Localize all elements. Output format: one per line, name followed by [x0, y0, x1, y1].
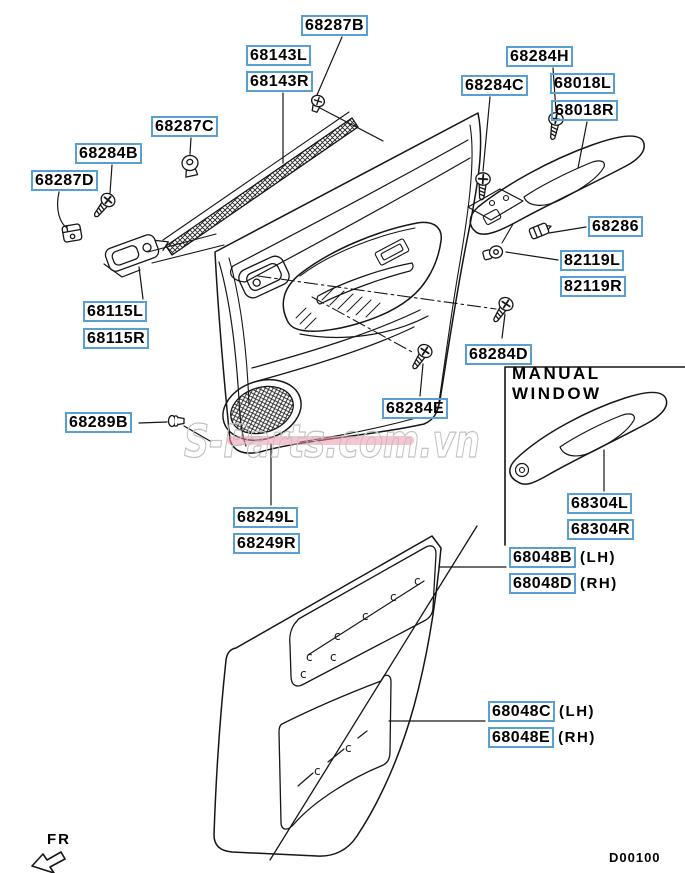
part-number[interactable]: 68304L	[567, 493, 632, 514]
part-label-68284D[interactable]	[465, 344, 532, 365]
inner-panel-art	[214, 526, 477, 860]
part-label-68286[interactable]	[588, 216, 643, 237]
part-label-68287B[interactable]	[301, 15, 368, 36]
part-number[interactable]: 82119L	[560, 250, 624, 271]
svg-text:c: c	[334, 629, 341, 643]
door-trim-panel-art	[215, 113, 496, 453]
part-label-68048C[interactable]	[488, 701, 595, 722]
part-number[interactable]: 68287D	[31, 170, 98, 191]
part-number[interactable]: 82119R	[560, 276, 626, 297]
part-number[interactable]: 68018R	[551, 100, 618, 121]
part-side-suffix: (RH)	[580, 575, 618, 592]
svg-text:c: c	[314, 764, 321, 778]
diagram-code: D00100	[609, 850, 661, 865]
part-number[interactable]: 68048D	[509, 573, 576, 594]
part-label-68249R[interactable]	[233, 533, 300, 554]
watermark-text: S-Parts.com.vn	[184, 415, 480, 468]
part-number[interactable]: 68284B	[75, 143, 142, 164]
part-number[interactable]: 68143L	[246, 45, 311, 66]
part-label-68115R[interactable]	[83, 328, 149, 349]
part-number[interactable]: 68249L	[233, 507, 298, 528]
part-number[interactable]: 68286	[588, 216, 643, 237]
part-label-68249L[interactable]	[233, 507, 298, 528]
part-side-suffix: (LH)	[559, 703, 596, 720]
part-label-68143L[interactable]	[246, 45, 311, 66]
part-label-82119R[interactable]	[560, 276, 626, 297]
part-number[interactable]: 68287B	[301, 15, 368, 36]
part-label-68143R[interactable]	[246, 71, 313, 92]
svg-text:c: c	[300, 667, 307, 681]
part-number[interactable]: 68143R	[246, 71, 313, 92]
part-label-68287C[interactable]	[151, 116, 218, 137]
svg-text:c: c	[330, 650, 337, 664]
part-number[interactable]: 68249R	[233, 533, 300, 554]
svg-text:c: c	[345, 741, 352, 755]
fr-arrow-icon	[32, 852, 65, 873]
part-number[interactable]: 68115R	[83, 328, 149, 349]
part-number[interactable]: 68289B	[65, 412, 132, 433]
watermark-group	[184, 415, 480, 468]
part-number[interactable]: 68048E	[488, 727, 554, 748]
part-label-68284H[interactable]	[506, 46, 573, 67]
part-side-suffix: (RH)	[558, 729, 596, 746]
svg-text:c: c	[306, 650, 313, 664]
part-number[interactable]: 68304R	[567, 519, 634, 540]
part-number[interactable]: 68284E	[382, 398, 448, 419]
part-side-suffix: (LH)	[580, 549, 617, 566]
part-label-68304L[interactable]	[567, 493, 632, 514]
part-number[interactable]: 68018L	[550, 73, 615, 94]
part-label-68048D[interactable]	[509, 573, 618, 594]
part-number[interactable]: 68115L	[83, 301, 147, 322]
part-label-68018L[interactable]	[550, 73, 615, 94]
part-label-68018R[interactable]	[551, 100, 618, 121]
part-label-68115L[interactable]	[83, 301, 147, 322]
svg-text:c: c	[362, 609, 369, 623]
part-label-68284B[interactable]	[75, 143, 142, 164]
part-label-68048B[interactable]	[509, 547, 616, 568]
part-label-68289B[interactable]	[65, 412, 132, 433]
part-label-68048E[interactable]	[488, 727, 596, 748]
part-number[interactable]: 68048C	[488, 701, 555, 722]
part-number[interactable]: 68284C	[461, 75, 528, 96]
svg-text:c: c	[414, 574, 421, 588]
part-number[interactable]: 68284H	[506, 46, 573, 67]
part-label-68287D[interactable]	[31, 170, 98, 191]
part-number[interactable]: 68048B	[509, 547, 576, 568]
part-label-82119L[interactable]	[560, 250, 624, 271]
part-number[interactable]: 68284D	[465, 344, 532, 365]
part-label-68284E[interactable]	[382, 398, 448, 419]
fr-direction-label: FR	[47, 831, 71, 848]
svg-text:c: c	[390, 590, 397, 604]
inset-title: MANUAL WINDOW	[512, 364, 602, 403]
part-label-68284C[interactable]	[461, 75, 528, 96]
part-number[interactable]: 68287C	[151, 116, 218, 137]
part-label-68304R[interactable]	[567, 519, 634, 540]
